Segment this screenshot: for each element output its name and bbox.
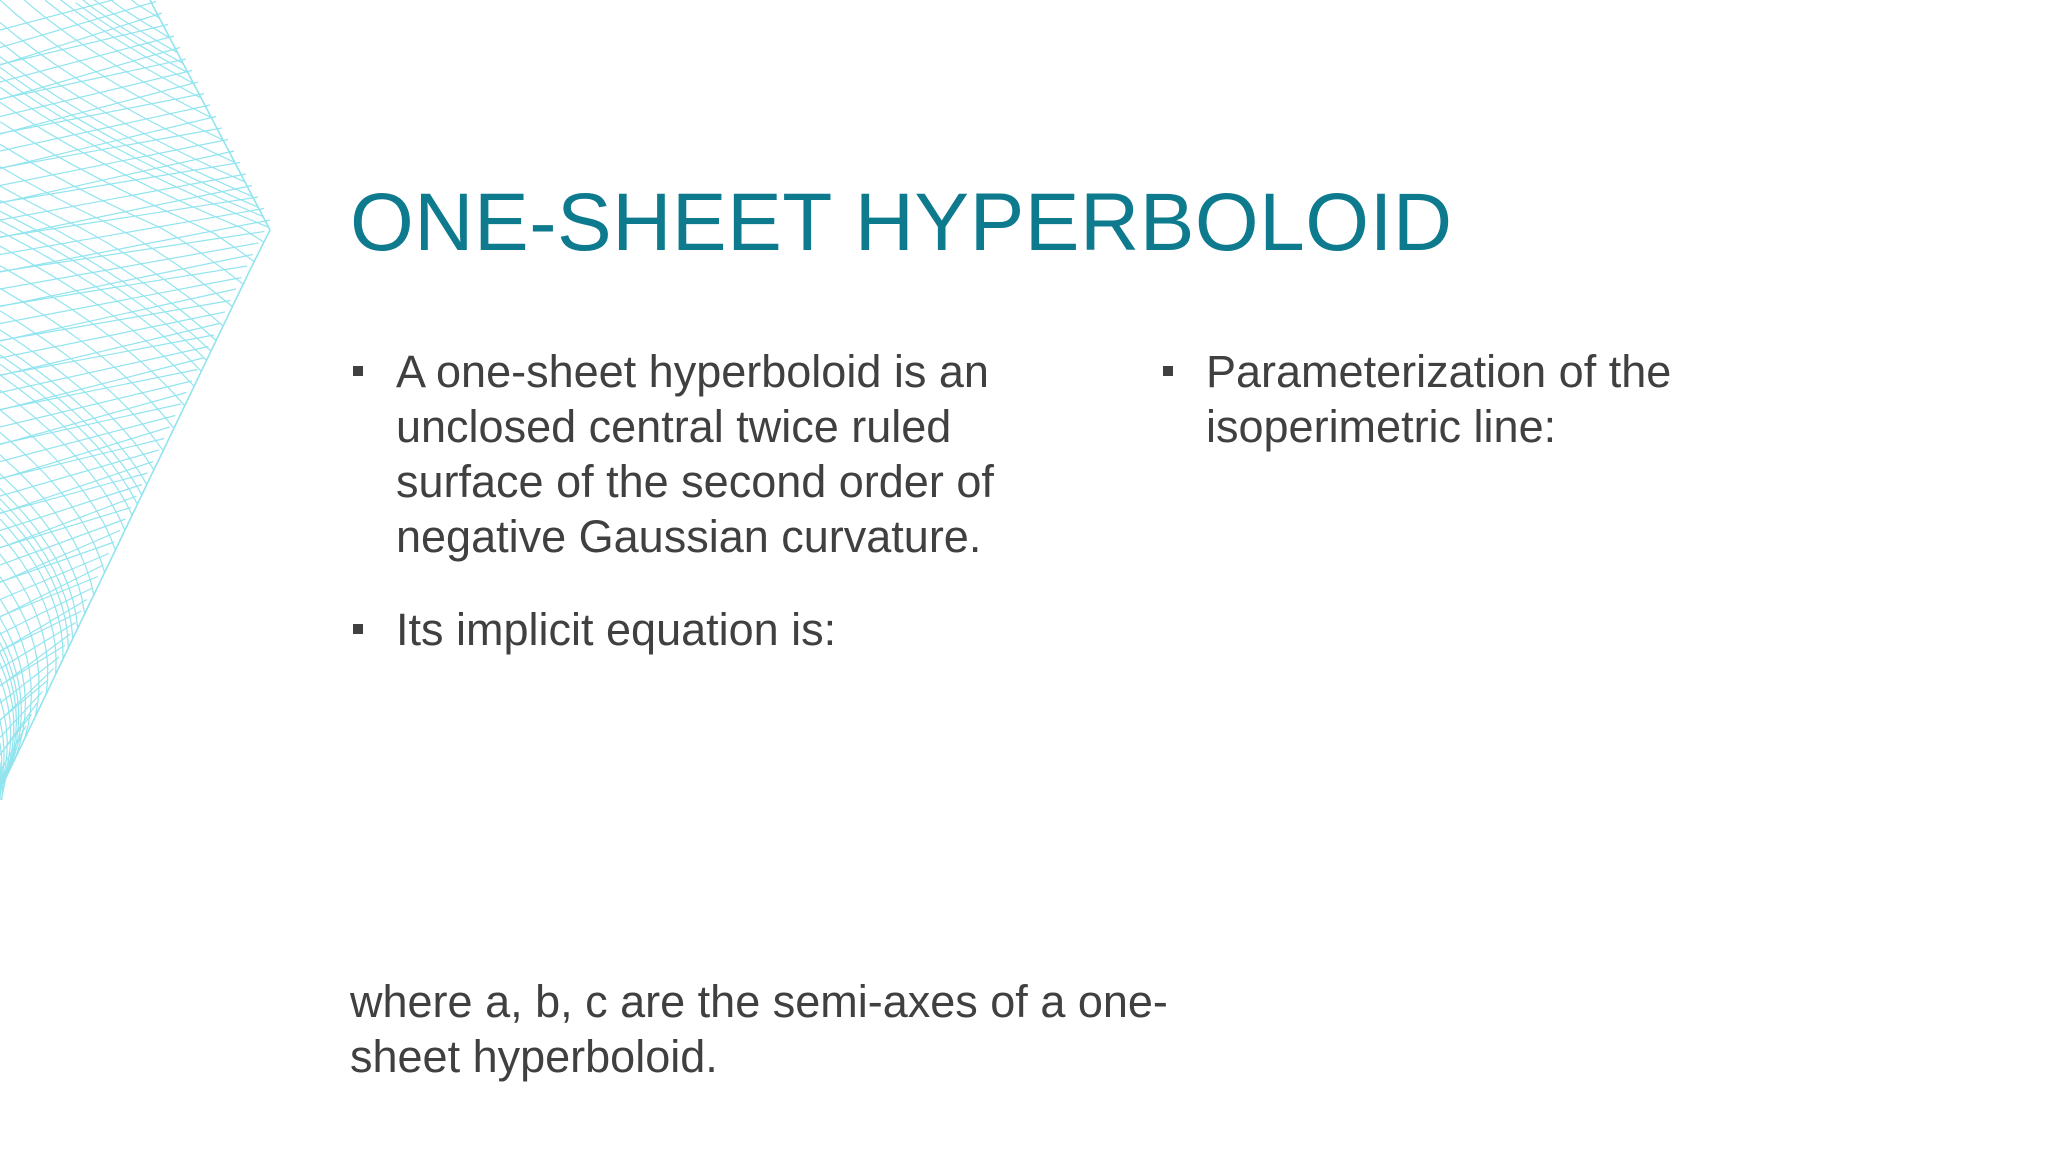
slide-title: ONE-SHEET HYPERBOLOID xyxy=(350,177,1453,268)
bullet-item xyxy=(350,344,1110,564)
bullet-text: Parameterization of the isoperimetric line: xyxy=(1206,346,1672,452)
bullet-text: A one-sheet hyperboloid is an unclosed central twice ruled surface of the second order of negative Gaussian curvature. xyxy=(396,346,994,562)
bullet-square-icon xyxy=(1163,366,1173,376)
right-bullet-list xyxy=(1160,344,1860,492)
bullet-square-icon xyxy=(353,624,363,634)
bullet-square-icon xyxy=(353,366,363,376)
footnote-text: where a, b, c are the semi-axes of a one-sheet hyperboloid. xyxy=(350,976,1168,1082)
hyperboloid-wireframe-icon xyxy=(0,0,300,800)
bullet-text: Its implicit equation is: xyxy=(396,604,837,655)
bullet-item xyxy=(350,602,1110,657)
bullet-item xyxy=(1160,344,1860,454)
left-bullet-list xyxy=(350,344,1110,695)
